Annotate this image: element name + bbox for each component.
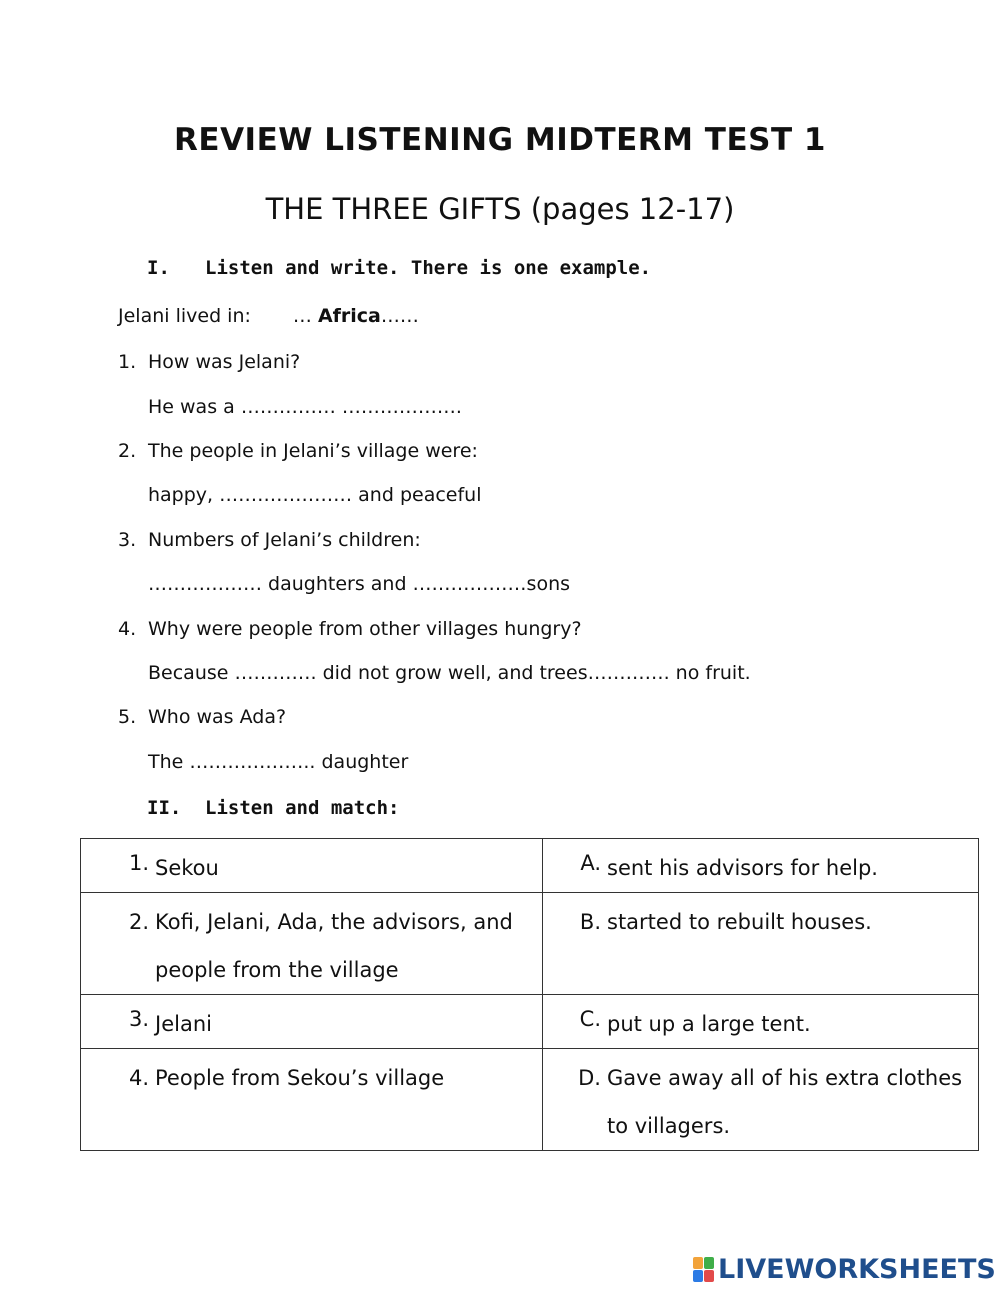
right-item-text: put up a large tent. [607,1012,811,1036]
liveworksheets-logo-icon [693,1257,715,1283]
question-1-number: 1. [118,351,137,373]
question-3-number: 3. [118,529,137,551]
table-cell-right [543,1049,979,1151]
right-item-letter: C. [579,1007,601,1031]
left-item-text: Kofi, Jelani, Ada, the advisors, and people from the village [155,910,513,982]
section-1-title: Listen and write. There is one example. [205,257,652,279]
left-item-number: 4. [128,1066,149,1090]
table-cell-left [81,995,543,1049]
question-4-text: Why were people from other villages hungry? [148,618,582,640]
question-5-text: Who was Ada? [148,706,287,728]
question-5-number: 5. [118,706,137,728]
section-1-heading [147,257,651,279]
liveworksheets-logo-text: LIVEWORKSHEETS [718,1254,996,1285]
left-item-text: People from Sekou’s village [155,1066,445,1090]
question-1-answer: He was a …………… ………………. [148,396,462,418]
table-row [81,893,979,995]
example-line [118,305,419,327]
section-2-heading [147,797,399,819]
right-item-letter: B. [579,910,601,934]
page-title: REVIEW LISTENING MIDTERM TEST 1 [174,122,826,158]
right-item-text: sent his advisors for help. [607,856,878,880]
section-2-title: Listen and match: [205,797,400,819]
left-item-text: Sekou [155,856,219,880]
table-cell-left [81,1049,543,1151]
question-2-text: The people in Jelani’s village were: [148,440,478,462]
table-cell-left [81,893,543,995]
question-4-answer: Because …………. did not grow well, and trees…………. no fruit. [148,662,751,684]
left-item-number: 2. [128,910,149,934]
table-row [81,839,979,893]
right-item-text: Gave away all of his extra clothes to villagers. [607,1066,963,1138]
section-2-number: II. [147,797,182,819]
table-cell-right [543,995,979,1049]
question-3-text: Numbers of Jelani’s children: [148,529,421,551]
question-2-number: 2. [118,440,137,462]
example-answer: Africa [317,305,381,327]
right-item-letter: D. [578,1066,601,1090]
liveworksheets-logo [693,1254,996,1285]
question-4-number: 4. [118,618,137,640]
table-cell-left [81,839,543,893]
left-item-number: 1. [128,851,149,875]
question-2-answer: happy, ………………… and peaceful [148,484,482,506]
example-prefix: … [292,305,312,327]
section-1-number: I. [147,257,170,279]
left-item-text: Jelani [155,1012,212,1036]
question-3-answer: ……………… daughters and ………………sons [148,573,571,595]
table-cell-right [543,839,979,893]
right-item-text: started to rebuilt houses. [607,910,872,934]
table-cell-right [543,893,979,995]
example-label: Jelani lived in: [118,305,251,327]
matching-table [80,838,979,1151]
example-suffix: …… [380,305,419,327]
page-subtitle: THE THREE GIFTS (pages 12-17) [265,192,735,226]
table-row [81,1049,979,1151]
question-1-text: How was Jelani? [148,351,301,373]
left-item-number: 3. [128,1007,149,1031]
question-5-answer: The ……………….. daughter [148,751,409,773]
right-item-letter: A. [580,851,601,875]
table-row [81,995,979,1049]
